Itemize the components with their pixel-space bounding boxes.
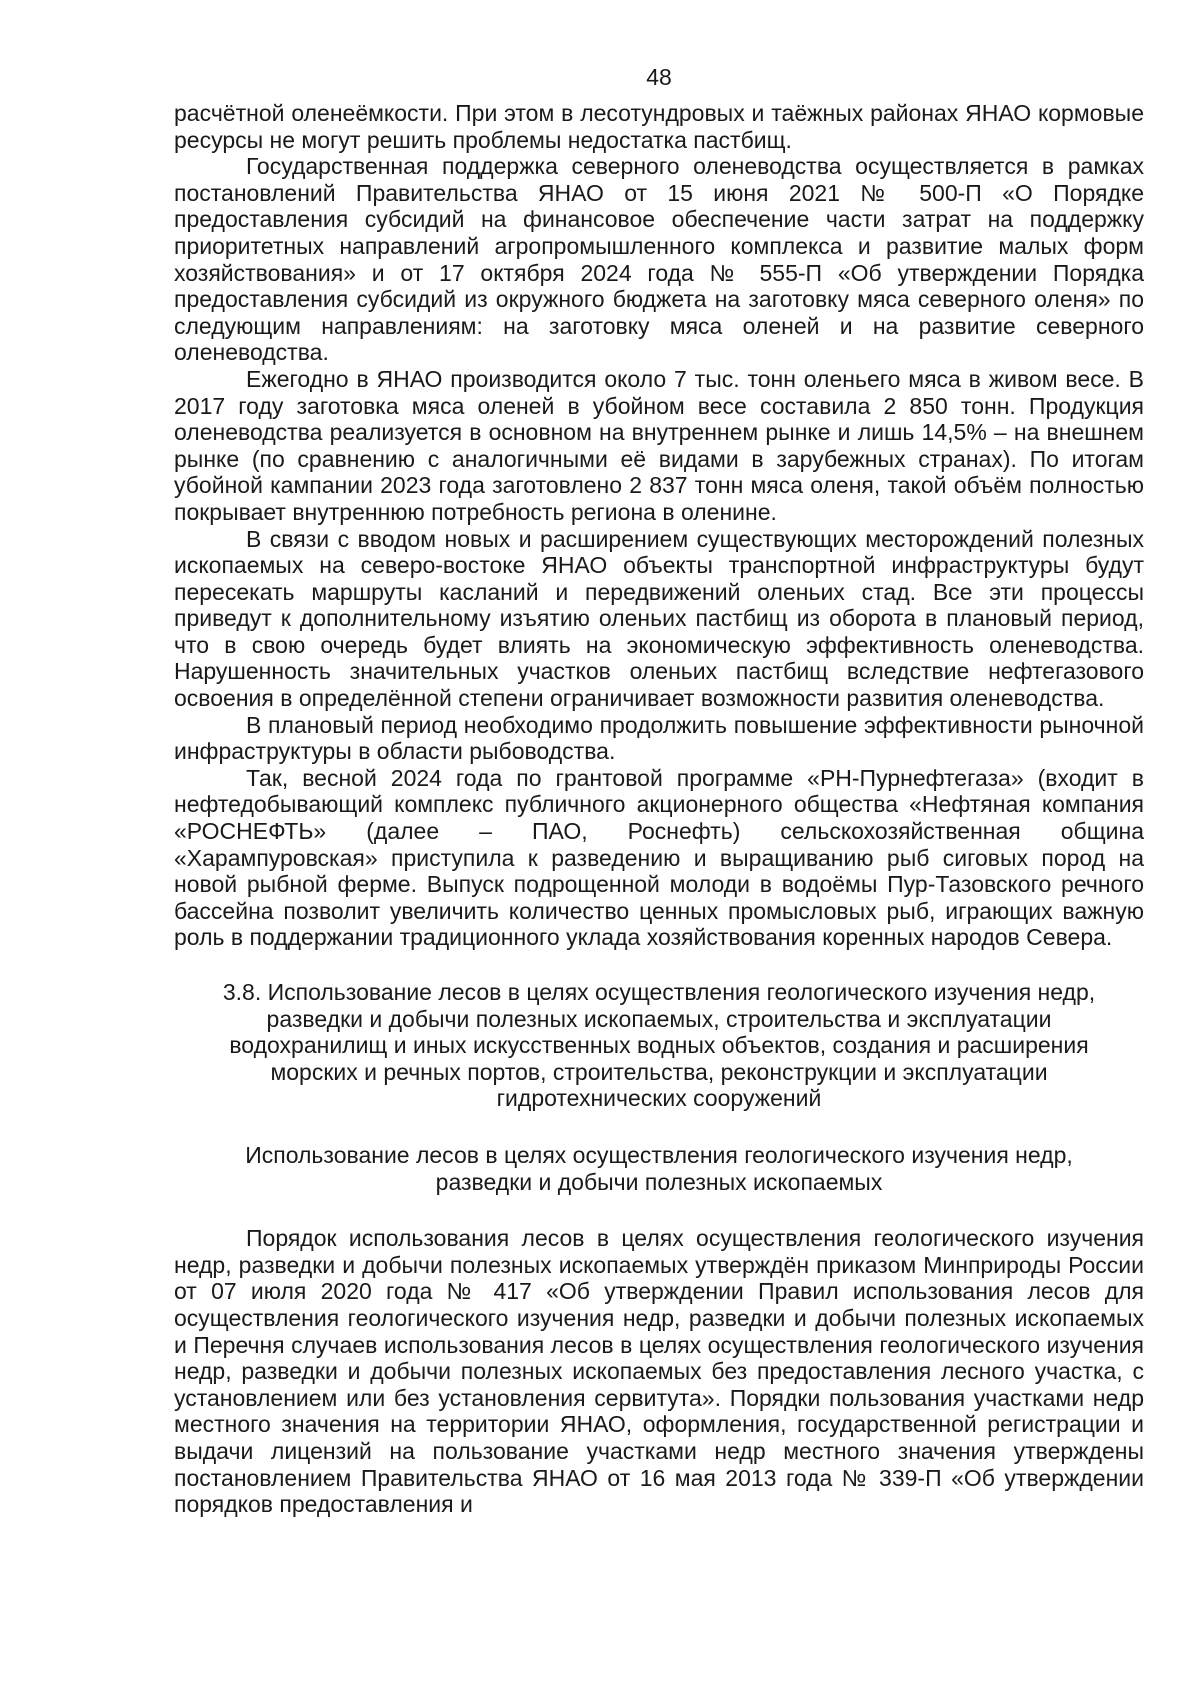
paragraph-grant-program: Так, весной 2024 года по грантовой программе «РН-Пурнефтегаза» (входит в нефтедобывающий комплекс публичного акционерного общества «Нефтяная компания «РОСНЕФТЬ» (далее – ПАО, Роснефть) сельскохозяйственная община «Харампуровская» приступила к разведению и выращиванию рыб сиговых пород на новой рыбной ферме. Выпуск подрощенной молоди в водоёмы Пур-Тазовского речного бассейна позволит увеличить количество ценных промысловых рыб, играющих важную роль в поддержании традиционного уклада хозяйствования коренных народов Севера. xyxy=(174,764,1144,951)
page-number: 48 xyxy=(646,64,672,90)
paragraph-fish-farming-goal: В плановый период необходимо продолжить повышение эффективности рыночной инфраструктуры в области рыбоводства. xyxy=(174,711,1144,765)
paragraph-meat-production: Ежегодно в ЯНАО производится около 7 тыс. тонн оленьего мяса в живом весе. В 2017 году заготовка мяса оленей в убойном весе составила 2 850 тонн. Продукция оленеводства реализуется в основном на внутреннем рынке и лишь 14,5% – на внешнем рынке (по сравнению с аналогичными её видами в зарубежных странах). По итогам убойной кампании 2023 года заготовлено 2 837 тонн мяса оленя, такой объём полностью покрывает внутреннюю потребность региона в оленине. xyxy=(174,365,1144,525)
paragraph-forest-use-order: Порядок использования лесов в целях осуществления геологического изучения недр, разведки и добычи полезных ископаемых утверждён приказом Минприроды России от 07 июля 2020 года № 417 «Об утверждении Правил использования лесов для осуществления геологического изучения недр, разведки и добычи полезных ископаемых и Перечня случаев использования лесов в целях осуществления геологического изучения недр, разведки и добычи полезных ископаемых без предоставления лесного участка, с установлением или без установления сервитута». Порядки пользования участками недр местного значения на территории ЯНАО, оформления, государственной регистрации и выдачи лицензий на пользование участками недр местного значения утверждены постановлением Правительства ЯНАО от 16 мая 2013 года № 339-П «Об утверждении порядков предоставления и xyxy=(174,1225,1144,1518)
spacer xyxy=(174,1195,1144,1225)
sub-heading-geology: Использование лесов в целях осуществления геологического изучения недр, разведки и добычи полезных ископаемых xyxy=(245,1141,1073,1195)
paragraph-deposits-impact: В связи с вводом новых и расширением существующих месторождений полезных ископаемых на северо-востоке ЯНАО объекты транспортной инфраструктуры будут пересекать маршруты касланий и передвижений оленьих стад. Все эти процессы приведут к дополнительному изъятию оленьих пастбищ из оборота в плановый период, что в свою очередь будет влиять на экономическую эффективность оленеводства. Нарушенность значительных участков оленьих пастбищ вследствие нефтегазового освоения в определённой степени ограничивает возможности развития оленеводства. xyxy=(174,525,1144,712)
paragraph-continuation: расчётной оленеёмкости. При этом в лесотундровых и таёжных районах ЯНАО кормовые ресурсы не могут решить проблемы недостатка пастбищ. xyxy=(174,100,1144,153)
document-page xyxy=(174,62,1144,1518)
paragraph-state-support: Государственная поддержка северного оленеводства осуществляется в рамках постановлений Правительства ЯНАО от 15 июня 2021 № 500-П «О Порядке предоставления субсидий на финансовое обеспечение части затрат на поддержку приоритетных направлений агропромышленного комплекса и развитие малых форм хозяйствования» и от 17 октября 2024 года № 555-П «Об утверждении Порядка предоставления субсидий из окружного бюджета на заготовку мяса северного оленя» по следующим направлениям: на заготовку мяса оленей и на развитие северного оленеводства. xyxy=(174,153,1144,366)
section-heading-3-8: 3.8. Использование лесов в целях осуществления геологического изучения недр, разведки и добычи полезных ископаемых, строительства и эксплуатации водохранилищ и иных искусственных водных объектов, создания и расширения морских и речных портов, строительства, реконструкции и эксплуатации гидротехнических сооружений xyxy=(222,979,1096,1112)
